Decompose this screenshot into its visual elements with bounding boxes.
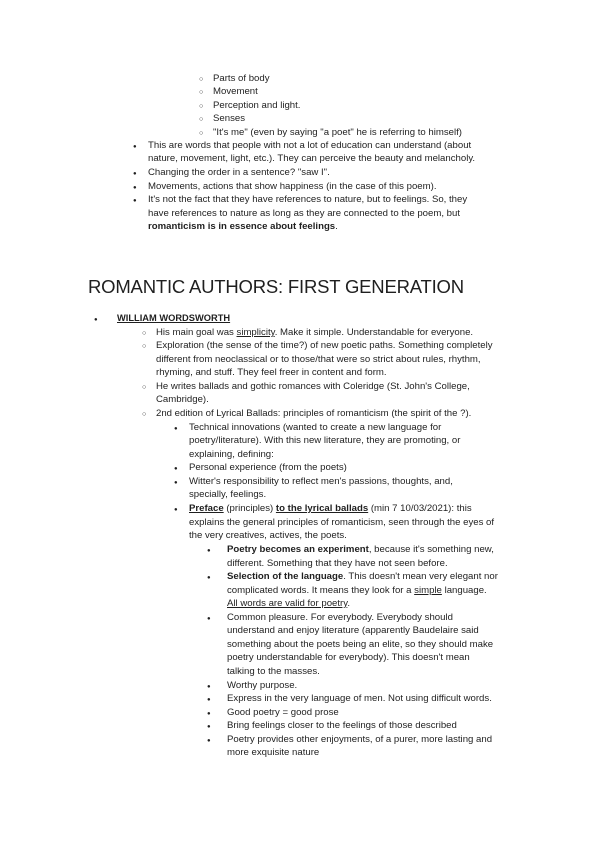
- list-item-line: nature, movement, light, etc.). They can perceive the beauty and melancholy.: [148, 153, 476, 164]
- list-item-line: [227, 597, 350, 610]
- bullet-circle: [199, 112, 203, 126]
- bold-phrase: romanticism is in essence about feelings: [148, 221, 336, 232]
- list-item-line: the very creatives, actives, the poets.: [189, 530, 347, 541]
- list-item-line: Cambridge).: [156, 394, 209, 405]
- list-item-line: Witter's responsibility to reflect men's passions, thoughts, and,: [189, 476, 453, 487]
- bullet-disc: [174, 475, 178, 490]
- bold-phrase: Selection of the language: [227, 571, 344, 582]
- bold-underlined-phrase: to the lyrical ballads: [275, 503, 369, 514]
- bullet-circle: [142, 339, 146, 353]
- list-item-line: Common pleasure. For everybody. Everybody should: [227, 612, 453, 623]
- bullet-disc: [174, 502, 178, 517]
- text-run: complicated words. It means they look for a: [227, 585, 415, 596]
- bold-phrase: Poetry becomes an experiment: [227, 544, 369, 555]
- list-item: Perception and light.: [213, 100, 301, 111]
- text-run: (min 7 10/03/2021): this: [368, 503, 472, 514]
- text-run: .: [347, 598, 350, 609]
- list-item-line: Express in the very language of men. Not using difficult words.: [227, 693, 492, 704]
- list-item-line: Good poetry = good prose: [227, 707, 339, 718]
- bullet-circle: [199, 85, 203, 99]
- list-item-line: talking to the masses.: [227, 666, 320, 677]
- text-run: language.: [441, 585, 487, 596]
- list-item: Movement: [213, 86, 258, 97]
- list-item-line: He writes ballads and gothic romances with Coleridge (St. John's College,: [156, 381, 470, 392]
- list-item: "It's me" (even by saying "a poet" he is referring to himself): [213, 127, 463, 138]
- list-item-line: It's not the fact that they have references to nature, but to feelings. So, they: [148, 194, 468, 205]
- list-item-line: [227, 584, 487, 597]
- list-item: Parts of body: [213, 73, 270, 84]
- list-item-line: This are words that people with not a lot of education can understand (about: [148, 140, 472, 151]
- list-item-line: Worthy purpose.: [227, 680, 298, 691]
- bold-underlined-phrase: Preface: [189, 503, 224, 514]
- list-item-line: different from neoclassical or to those/that were so strict about rules, rhythm,: [156, 354, 481, 365]
- bullet-disc: [207, 570, 211, 585]
- bullet-disc: [207, 611, 211, 626]
- list-item-line: rhyming, and stuff. They feel freer in content and form.: [156, 367, 387, 378]
- list-item-line: explains the general principles of romanticism, seen through the eyes of: [189, 517, 495, 528]
- list-item-line: Movements, actions that show happiness (in the case of this poem).: [148, 181, 437, 192]
- bullet-disc: [174, 421, 178, 436]
- list-item: Senses: [213, 113, 245, 124]
- list-item-line: Changing the order in a sentence? "saw I".: [148, 167, 330, 178]
- text-run: . Make it simple. Understandable for everyone.: [274, 327, 474, 338]
- bullet-disc: [207, 733, 211, 748]
- bullet-disc: [207, 543, 211, 558]
- bullet-circle: [142, 407, 146, 421]
- list-item-line: poetry understandable for everybody). This doesn't mean: [227, 652, 470, 663]
- list-item-line: [148, 220, 338, 233]
- list-item-line: understand and enjoy literature (apparently Baudelaire said: [227, 625, 479, 636]
- author-name: WILLIAM WORDSWORTH: [117, 313, 231, 323]
- underlined-word: simplicity: [236, 327, 275, 338]
- list-item-line: [227, 570, 498, 583]
- text-run: .: [335, 221, 338, 232]
- list-item-line: Bring feelings closer to the feelings of those described: [227, 720, 457, 731]
- section-heading: ROMANTIC AUTHORS: FIRST GENERATION: [88, 276, 464, 297]
- list-item-line: 2nd edition of Lyrical Ballads: principles of romanticism (the spirit of the ?).: [156, 408, 472, 419]
- list-item-line: Personal experience (from the poets): [189, 462, 347, 473]
- bullet-disc: [133, 139, 137, 154]
- text-run: . This doesn't mean very elegant nor: [343, 571, 498, 582]
- list-item-line: different. Something that they have not seen before.: [227, 558, 448, 569]
- list-item-line: [227, 543, 494, 556]
- bullet-disc: [94, 312, 98, 327]
- list-item-line: have references to nature as long as they are connected to the poem, but: [148, 208, 460, 219]
- list-item-line: Poetry provides other enjoyments, of a purer, more lasting and: [227, 734, 493, 745]
- list-item-line: something about the poets being an elite, so they should make: [227, 639, 494, 650]
- underlined-phrase: All words are valid for poetry: [227, 598, 348, 609]
- bullet-circle: [142, 380, 146, 394]
- list-item-line: more exquisite nature: [227, 747, 320, 758]
- bullet-disc: [133, 193, 137, 208]
- list-item-line: [156, 326, 473, 339]
- list-item-line: Exploration (the sense of the time?) of new poetic paths. Something completely: [156, 340, 493, 351]
- text-run: , because it's something new,: [368, 544, 494, 555]
- underlined-word: simple: [414, 585, 442, 596]
- list-item-line: explaining, defining:: [189, 449, 274, 460]
- list-item-line: [189, 502, 472, 515]
- text-run: His main goal was: [156, 327, 237, 338]
- list-item-line: specially, feelings.: [189, 489, 267, 500]
- list-item-line: Technical innovations (wanted to create a new language for: [189, 422, 442, 433]
- text-run: (principles): [223, 503, 276, 514]
- list-item-line: poetry/literature). With this new literature, they are promoting, or: [189, 435, 461, 446]
